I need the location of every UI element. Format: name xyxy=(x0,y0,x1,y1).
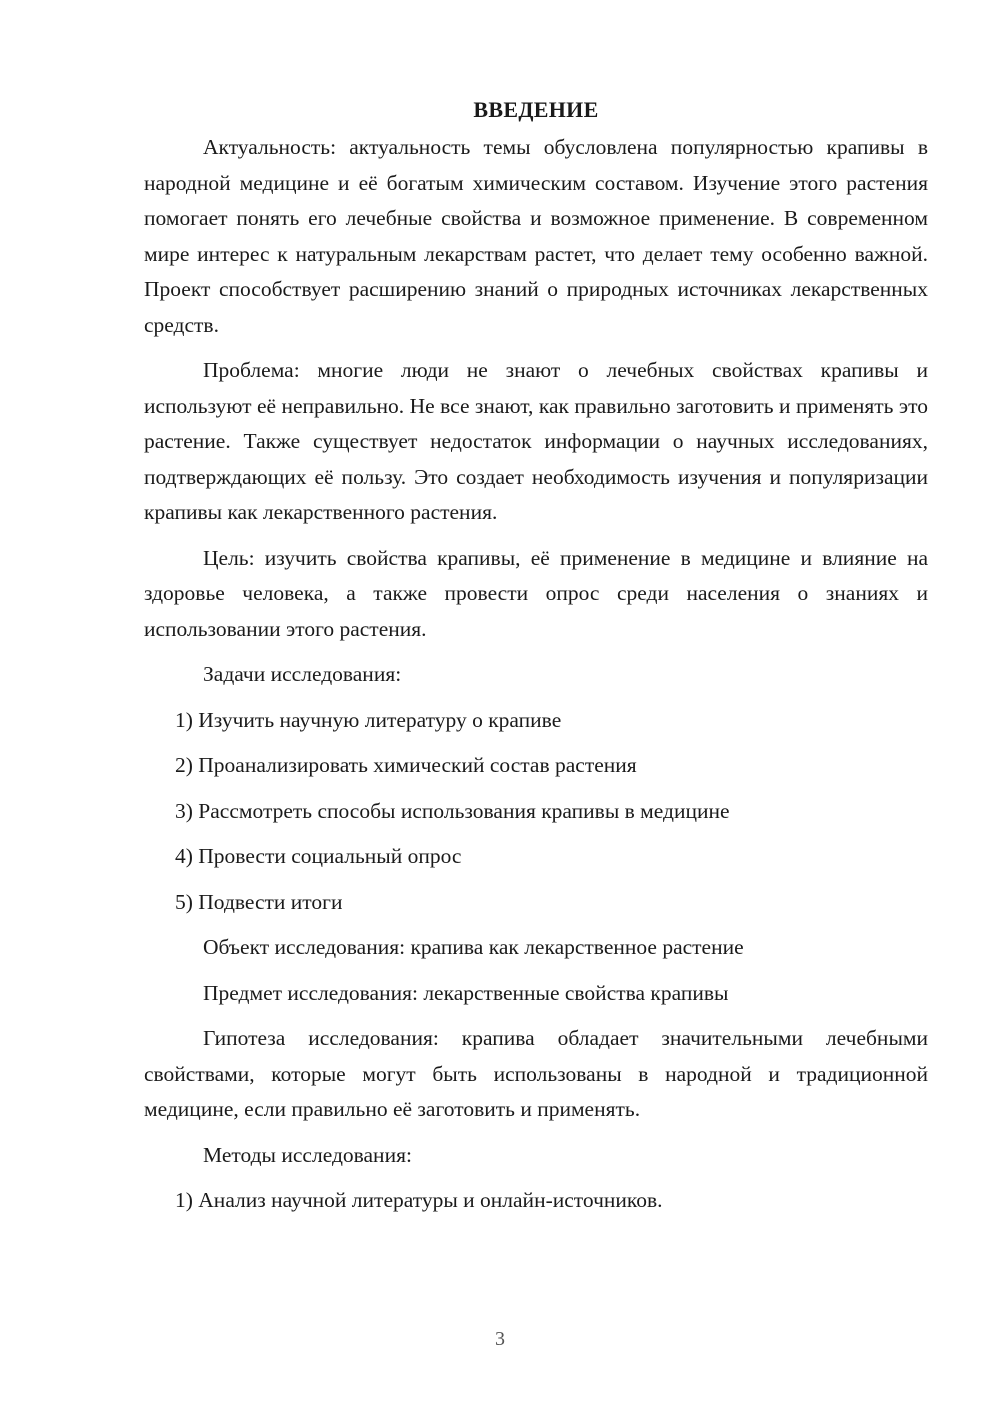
task-item: 4) Провести социальный опрос xyxy=(175,844,462,868)
hypothesis-paragraph: Гипотеза исследования: крапива обладает значительными лечебными свойствами, которые могут быть использованы в народной и традиционной медицине, если правильно её заготовить и применять. xyxy=(144,1026,928,1121)
methods-heading: Методы исследования: xyxy=(203,1142,412,1167)
research-object: Объект исследования: крапива как лекарственное растение xyxy=(203,935,744,959)
page-number: 3 xyxy=(495,1328,505,1350)
tasks-heading: Задачи исследования: xyxy=(203,662,402,686)
task-item: 3) Рассмотреть способы использования крапивы в медицине xyxy=(175,798,730,823)
page-title: ВВЕДЕНИЕ xyxy=(473,97,599,122)
relevance-paragraph: Актуальность: актуальность темы обусловлена популярностью крапивы в народной медицине и её богатым химическим составом. Изучение этого растения помогает понять его лечебные свойства и возможное применение. В современном мире интерес к натуральным лекарствам растет, что делает тему особенно важной. Проект способствует расширению знаний о природных источниках лекарственных средств. xyxy=(144,135,928,337)
method-item: 1) Анализ научной литературы и онлайн-источников. xyxy=(175,1188,663,1212)
research-subject: Предмет исследования: лекарственные свойства крапивы xyxy=(203,980,729,1005)
task-item: 1) Изучить научную литературу о крапиве xyxy=(175,707,562,732)
task-item: 5) Подвести итоги xyxy=(175,889,343,914)
document-page xyxy=(144,92,928,1229)
task-item: 2) Проанализировать химический состав растения xyxy=(175,753,637,777)
goal-paragraph: Цель: изучить свойства крапивы, её применение в медицине и влияние на здоровье человека, а также провести опрос среди населения о знаниях и использовании этого растения. xyxy=(144,545,928,641)
problem-paragraph: Проблема: многие люди не знают о лечебных свойствах крапивы и используют её неправильно. Не все знают, как правильно заготовить и применять это растение. Также существует недостаток информации о научных исследованиях, подтверждающих её пользу. Это создает необходимость изучения и популяризации крапивы как лекарственного растения. xyxy=(144,358,928,524)
